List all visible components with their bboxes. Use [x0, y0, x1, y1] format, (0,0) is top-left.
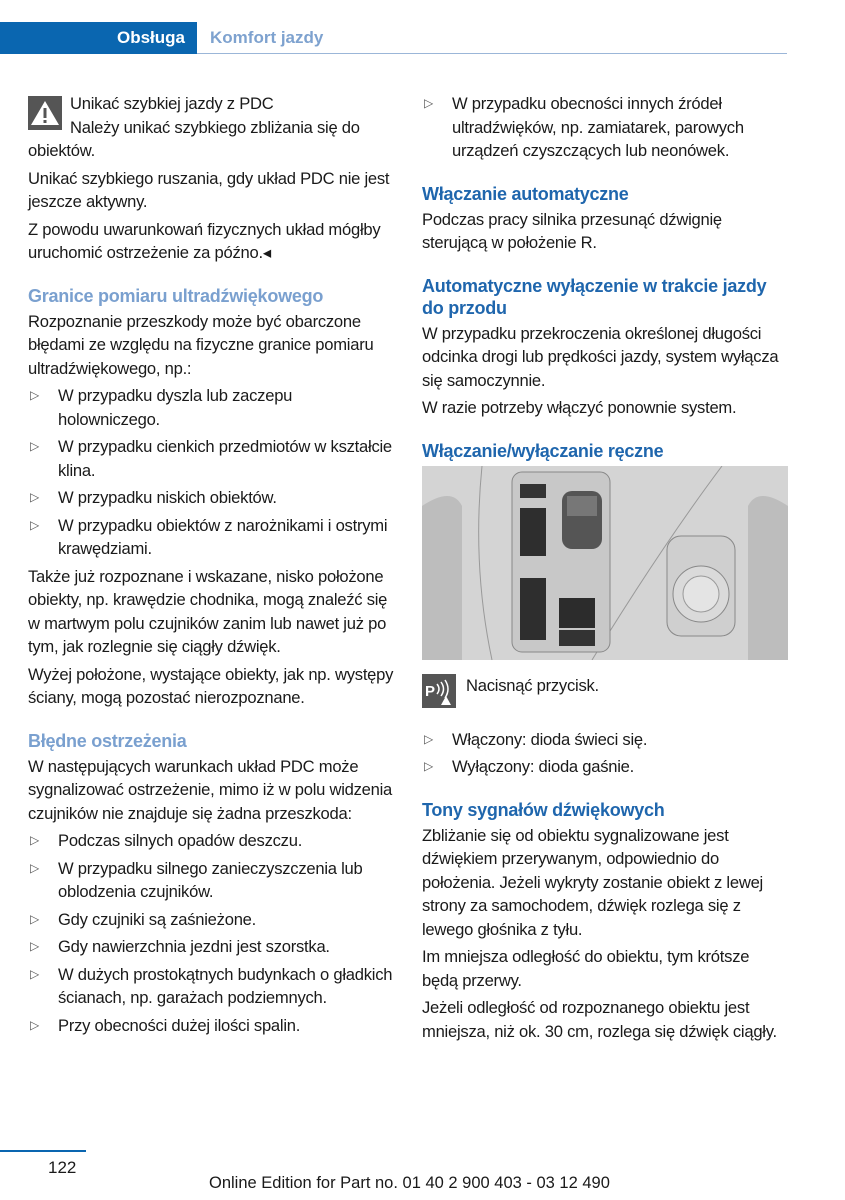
header-divider	[197, 53, 787, 54]
section-heading: Włączanie/wyłączanie ręczne	[422, 440, 664, 461]
right-column	[422, 92, 788, 1047]
list-item	[28, 514, 394, 561]
pdc-button-icon	[422, 674, 456, 708]
page-number: 122	[48, 1158, 77, 1177]
list-item-text: Gdy czujniki są zaśnieżone.	[58, 909, 257, 929]
left-column	[28, 92, 394, 1041]
list-item	[28, 963, 394, 1010]
bullet-triangle-icon: ▷	[424, 96, 433, 110]
paragraph: Rozpoznanie przeszkody może być obarczone błędami ze względu na fizyczne granice pomiaru ultradźwiękowego, np.:	[28, 311, 374, 378]
warning-block	[28, 92, 394, 163]
bullet-triangle-icon: ▷	[30, 388, 39, 402]
warning-triangle-icon	[28, 96, 62, 130]
list-item-text: W dużych prostokątnych budynkach o gładkich ścianach, np. garażach podziemnych.	[58, 964, 393, 1007]
bullet-triangle-icon: ▷	[30, 490, 39, 504]
paragraph: W przypadku przekroczenia określonej długości odcinka drogi lub prędkości jazdy, system wyłącza się samoczynnie.	[422, 323, 779, 390]
list-item	[28, 829, 394, 853]
list-item-text: W przypadku silnego zanieczyszczenia lub oblodzenia czujników.	[58, 858, 363, 901]
bullet-triangle-icon: ▷	[424, 731, 433, 746]
pdc-instruction-text: Nacisnąć przycisk.	[466, 675, 599, 695]
list-item-text: Wyłączony: dioda gaśnie.	[452, 757, 635, 776]
section-heading: Automatyczne wyłączenie w trakcie jazdy do przodu	[422, 275, 767, 318]
paragraph: Podczas pracy silnika przesunąć dźwignię sterującą w położenie R.	[422, 209, 722, 252]
paragraph: Unikać szybkiego ruszania, gdy układ PDC nie jest jeszcze aktywny.	[28, 168, 390, 211]
warning-text: Należy unikać szybkiego zbliżania się do obiektów.	[28, 117, 360, 160]
list-item	[422, 755, 788, 779]
bullet-triangle-icon: ▷	[30, 860, 39, 875]
center-console-illustration	[422, 466, 788, 660]
paragraph: W razie potrzeby włączyć ponownie system.	[422, 398, 737, 417]
section-heading: Tony sygnałów dźwiękowych	[422, 799, 665, 820]
paragraph: Zbliżanie się od obiektu sygnalizowane jest dźwiękiem przerywanym, odpowiednio do położenia. Jeżeli wykryty zostanie obiekt z lewej strony za samochodem, dźwięk rozlega się z lewego głośnika z tyłu.	[422, 825, 763, 939]
list-item-text: Gdy nawierzchnia jezdni jest szorstka.	[58, 937, 330, 956]
edition-note: Online Edition for Part no. 01 40 2 900 403 - 03 12 490	[209, 1174, 610, 1192]
paragraph: Wyżej położone, wystające obiekty, jak np. występy ściany, mogą pozostać nierozpoznane.	[28, 664, 394, 707]
paragraph: W następujących warunkach układ PDC może sygnalizować ostrzeżenie, mimo iż w polu widzenia czujników nie znajduje się żadna przeszkoda:	[28, 756, 393, 823]
list-item	[28, 486, 394, 510]
list-item	[28, 857, 394, 904]
list-item-text: W przypadku dyszla lub zaczepu holowniczego.	[58, 386, 293, 429]
footer-divider	[0, 1150, 86, 1152]
bullet-triangle-icon: ▷	[30, 939, 39, 953]
paragraph: Z powodu uwarunkowań fizycznych układ mógłby uruchomić ostrzeżenie za późno.◂	[28, 219, 381, 262]
list-item-text: W przypadku niskich obiektów.	[58, 488, 277, 507]
bullet-triangle-icon: ▷	[30, 911, 39, 926]
bullet-triangle-icon: ▷	[424, 759, 433, 773]
bullet-triangle-icon: ▷	[30, 966, 39, 981]
list-item	[28, 384, 394, 431]
pdc-instruction	[422, 674, 788, 710]
list-item	[28, 935, 394, 959]
paragraph: Także już rozpoznane i wskazane, nisko położone obiekty, np. krawędzie chodnika, mogą znaleźć się w martwym polu czujników zanim lub nawet już po tym, jak rozlegnie się ciągły dźwięk.	[28, 566, 388, 656]
list-item	[28, 1014, 394, 1038]
section-heading: Błędne ostrzeżenia	[28, 730, 187, 751]
bullet-triangle-icon: ▷	[30, 439, 39, 453]
header-section: Obsługa	[116, 28, 185, 47]
list-item	[28, 908, 394, 932]
list-item-text: W przypadku obiektów z narożnikami i ostrymi krawędziami.	[58, 515, 388, 558]
section-heading: Włączanie automatyczne	[422, 183, 629, 204]
svg-text:P: P	[425, 682, 435, 700]
list-item	[28, 435, 394, 482]
section-heading: Granice pomiaru ultradźwiękowego	[28, 285, 324, 306]
list-item-text: Włączony: dioda świeci się.	[452, 729, 648, 749]
bullet-triangle-icon: ▷	[30, 1017, 39, 1032]
list-item-text: W przypadku obecności innych źródeł ultradźwięków, np. zamiatarek, parowych urządzeń czyszczących lub neonówek.	[452, 94, 744, 160]
bullet-triangle-icon: ▷	[30, 833, 39, 847]
list-item-text: Podczas silnych opadów deszczu.	[58, 831, 303, 850]
paragraph: Im mniejsza odległość do obiektu, tym krótsze będą przerwy.	[422, 947, 750, 990]
list-item	[422, 92, 788, 163]
paragraph: Jeżeli odległość od rozpoznanego obiektu jest mniejsza, niż ok. 30 cm, rozlega się dźwięk ciągły.	[422, 998, 777, 1041]
header-chapter: Komfort jazdy	[210, 28, 324, 47]
warning-title: Unikać szybkiej jazdy z PDC	[70, 94, 274, 113]
bullet-triangle-icon: ▷	[30, 517, 39, 532]
list-item-text: W przypadku cienkich przedmiotów w kształcie klina.	[58, 437, 392, 480]
list-item-text: Przy obecności dużej ilości spalin.	[58, 1015, 301, 1035]
list-item	[422, 728, 788, 752]
